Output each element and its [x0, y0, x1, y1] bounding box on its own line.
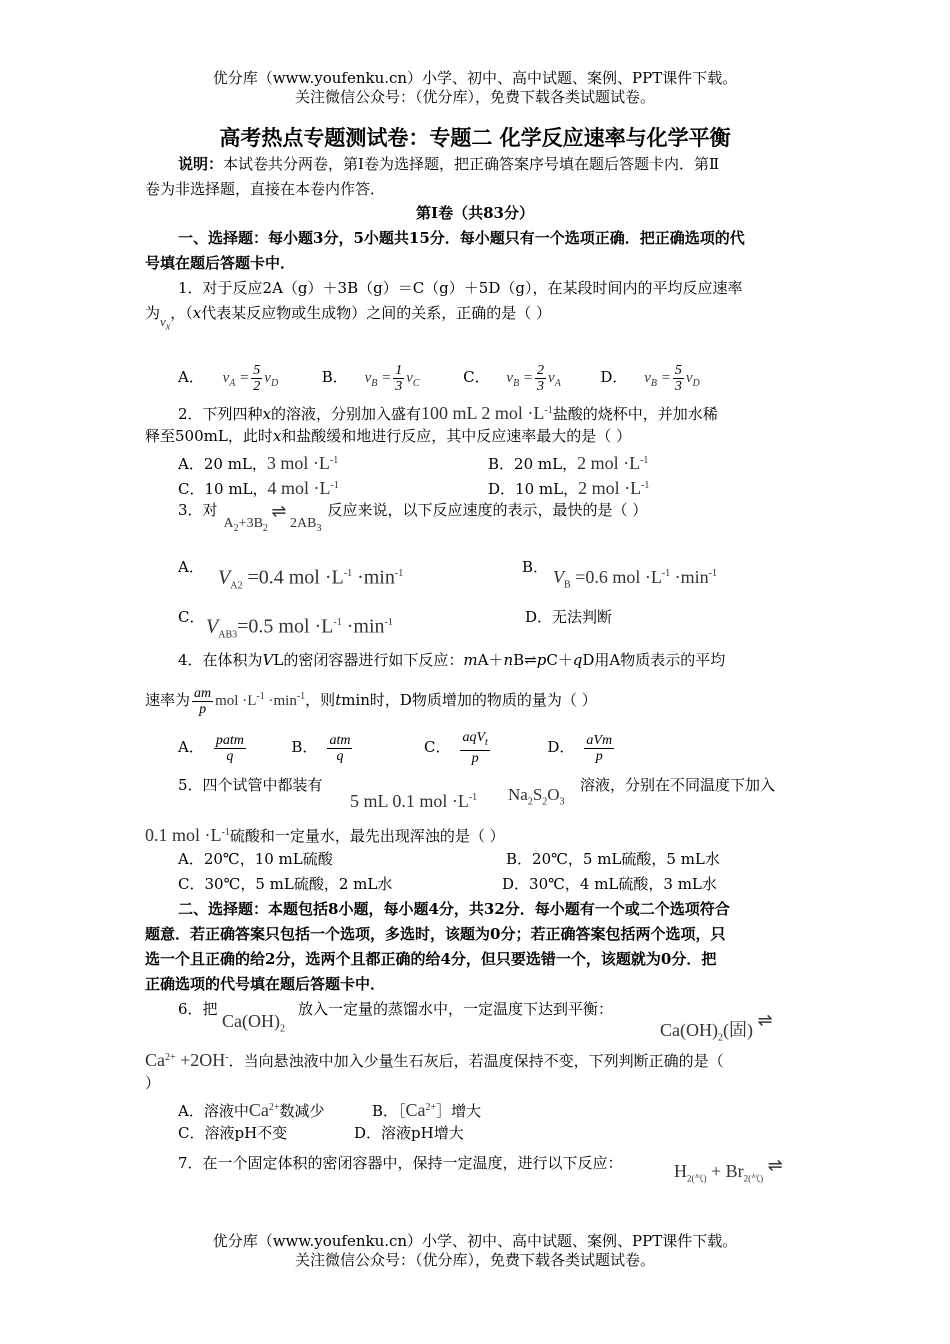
q1-options	[178, 362, 700, 399]
q2-option-b: B．20 mL，2 mol $\cdot L^{-1}$	[488, 453, 649, 473]
q6-equilibrium: $Ca(OH)_2$(固) ⇌	[660, 1010, 773, 1044]
section2-line-4: 正确选项的代号填在题后答题卡中．	[145, 975, 386, 993]
section2-line-1: 二、选择题：本题包括8小题，每小题4分，共32分．每小题有一个或二个选项符合	[178, 900, 730, 918]
q2-line-1: 2．下列四种x的溶液，分别加入盛有100 mL 2 mol $\cdot L^{-1}$盐酸的烧杯中，并加水稀	[178, 403, 718, 423]
q6-line-1a: 6．把	[178, 1000, 218, 1018]
q4-options	[178, 730, 616, 766]
q3-line-1: 3．对$A_2+3B_2$ ⇌ $2AB_3$反应来说，以下反应速度的表示，最快的是（ ）	[178, 501, 648, 534]
q2-option-c: C．10 mL，4 mol $\cdot L^{-1}$	[178, 478, 339, 498]
q5-line-1a: 5．四个试管中都装有	[178, 776, 323, 794]
q4-option-b: B． $\frac{\text{atm}}{q}$	[291, 732, 351, 764]
q7-line-1: 7．在一个固定体积的密闭容器中，保持一定温度，进行以下反应：	[178, 1154, 623, 1172]
section2-line-2: 题意．若正确答案只包括一个选项，多选时，该题为0分；若正确答案包括两个选项，只	[145, 925, 726, 943]
q1-line-2: 为$v_x$，（x代表某反应物或生成物）之间的关系，正确的是（ ）	[145, 304, 552, 333]
q1-option-c: C． $v_B$ = $\frac{2}{3}$ $v_A$	[463, 362, 561, 394]
header-line-2: 关注微信公众号：（优分库），免费下载各类试题试卷。	[294, 88, 655, 106]
q2-line-2: 释至500mL，此时x和盐酸缓和地进行反应，其中反应速率最大的是（ ）	[145, 427, 632, 445]
q5-option-b: B．20℃，5 mL硫酸，5 mL水	[506, 850, 720, 868]
note-line-2: 卷为非选择题，直接在本卷内作答．	[145, 180, 386, 198]
q5-option-c: C．30℃，5 mL硫酸，2 mL水	[178, 875, 393, 893]
q6-option-d: D．溶液pH增大	[354, 1124, 464, 1142]
note-line-1: 说明：本试卷共分两卷，第Ⅰ卷为选择题，把正确答案序号填在题后答题卡内．第Ⅱ	[178, 155, 720, 173]
q7-equation: $H_{2(气)} + Br_{2(气)}$ ⇌	[674, 1155, 783, 1184]
q1-option-a: A． $v_A$ = $\frac{5}{2}$ $v_D$	[178, 362, 279, 394]
q1-option-d: D． $v_B$ = $\frac{5}{3}$ $v_D$	[600, 362, 700, 394]
header-line-1: 优分库（www.youfenku.cn）小学、初中、高中试题、案例、PPT课件下载。	[212, 69, 738, 87]
q6-line-2: $Ca^{2+} +2OH^-$．当向悬浊液中加入少量生石灰后，若温度保持不变，下列判断正确的是（	[145, 1050, 724, 1070]
q6-line-1b: 放入一定量的蒸馏水中，一定温度下达到平衡：	[298, 1000, 614, 1018]
section1-line-1: 一、选择题：每小题3分，5小题共15分．每小题只有一个选项正确．把正确选项的代	[178, 229, 745, 247]
q6-line-3: ）	[145, 1074, 161, 1092]
q2-option-a: A．20 mL，3 mol $\cdot L^{-1}$	[178, 453, 339, 473]
q6-option-a: A．溶液中$Ca^{2+}$数减少	[178, 1100, 325, 1120]
q5-line-2: 0.1 mol $\cdot L^{-1}$硫酸和一定量水，最先出现浑浊的是（ ）	[145, 825, 505, 845]
section1-line-2: 号填在题后答题卡中．	[145, 254, 296, 272]
q1-option-b: B． $v_B$ = $\frac{1}{3}$ $v_C$	[321, 362, 420, 394]
footer-line-1: 优分库（www.youfenku.cn）小学、初中、高中试题、案例、PPT课件下载。	[212, 1232, 738, 1250]
q3-option-d: D．无法判断	[525, 608, 613, 626]
q3-option-c-label: C．	[178, 608, 205, 626]
q5-option-d: D．30℃，4 mL硫酸，3 mL水	[502, 875, 717, 893]
q3-option-b: $V_B =0.6$ mol $\cdot L^{-1} \cdot\min^{-1}$	[553, 567, 718, 591]
q3-option-a: $V_{A2} =0.4$ mol $\cdot L^{-1} \cdot\min^{-1}$	[218, 566, 404, 592]
q5-formula: $Na_2S_2O_3$	[508, 785, 565, 808]
q1-line-1: 1．对于反应2A（g）＋3B（g）＝C（g）＋5D（g），在某段时间内的平均反应速率	[178, 279, 743, 297]
q6-option-b: B．$[Ca^{2+}]$增大	[372, 1100, 482, 1120]
page-title: 高考热点专题测试卷：专题二 化学反应速率与化学平衡	[219, 125, 731, 150]
q4-option-c: C． $\frac{aqV_t}{p}$	[424, 730, 488, 766]
q4-option-d: D． $\frac{\text{aVm}}{p}$	[547, 732, 613, 764]
footer-line-2: 关注微信公众号：（优分库），免费下载各类试题试卷。	[294, 1251, 655, 1269]
q2-option-d: D．10 mL，2 mol $\cdot L^{-1}$	[488, 478, 650, 498]
q5-option-a: A．20℃，10 mL硫酸	[178, 850, 333, 868]
part1-heading: 第Ⅰ卷（共83分）	[416, 204, 534, 222]
q3-option-b-label: B．	[522, 558, 549, 576]
q4-line-2: 速率为 $\frac{am}{p}$ mol $\cdot L^{-1} \cdot\min^{-1}$，则tmin时，D物质增加的物质的量为（ ）	[145, 685, 597, 717]
q5-concentration: 5 mL 0.1 mol $\cdot L^{-1}$	[350, 791, 478, 811]
q4-option-a: A． $\frac{\text{patm}}{q}$	[178, 732, 244, 764]
section2-line-3: 选一个且正确的给2分，选两个且都正确的给4分，但只要选错一个，该题就为0分．把	[145, 950, 717, 968]
q3-option-c: $V_{AB3}=0.5$ mol $\cdot L^{-1} \cdot\min^{-1}$	[206, 615, 393, 641]
q6-formula: $Ca(OH)_2$	[222, 1011, 285, 1035]
q4-line-1: 4．在体积为VL的密闭容器进行如下反应：mA＋nB⇌pC＋qD用A物质表示的平均	[178, 651, 726, 669]
q3-option-a-label: A．	[178, 558, 204, 576]
q6-option-c: C．溶液pH不变	[178, 1124, 288, 1142]
q5-line-1b: 溶液，分别在不同温度下加入	[580, 776, 776, 794]
